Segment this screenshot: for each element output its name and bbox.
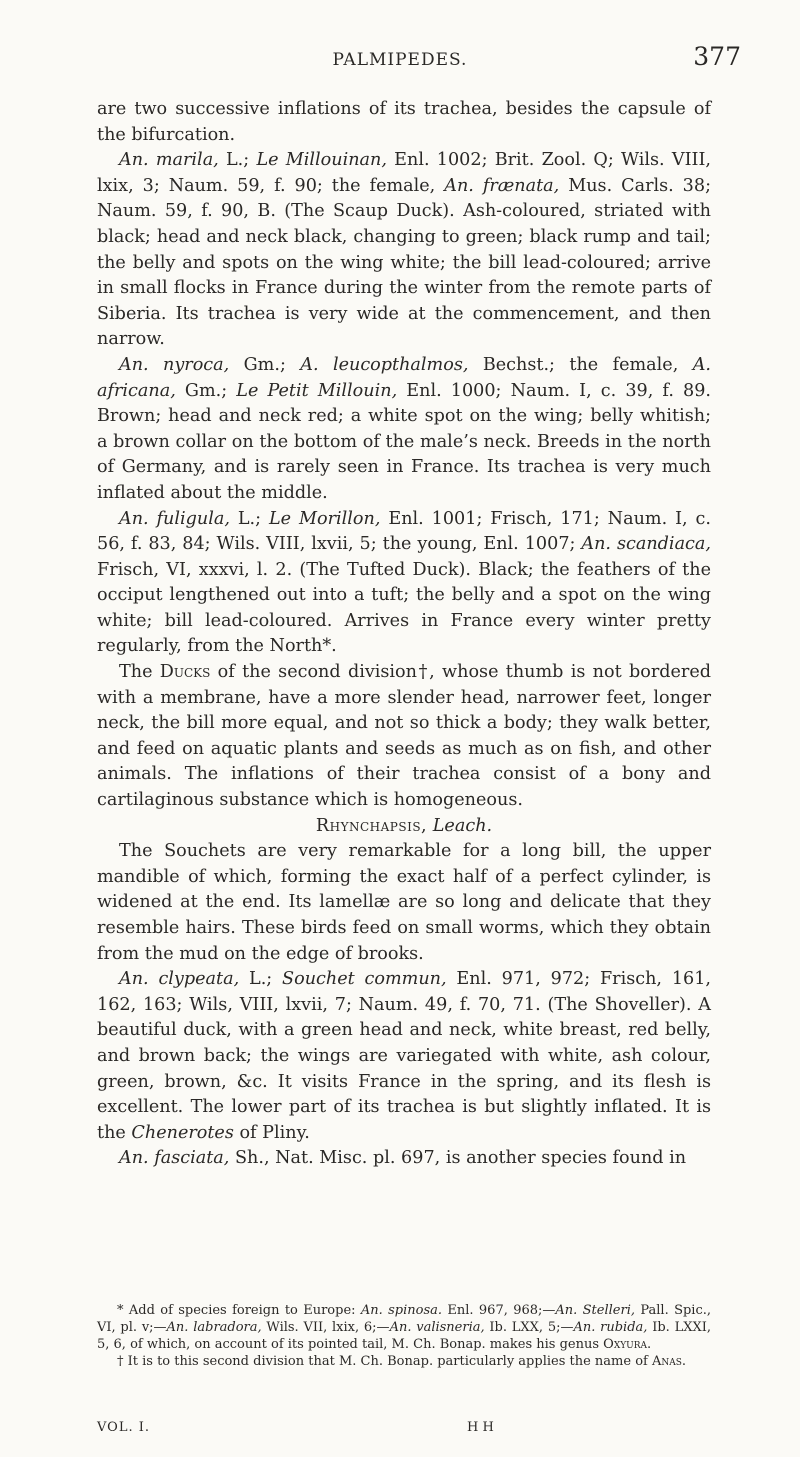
footnotes	[97, 1302, 711, 1370]
signature-mark: H H	[467, 1420, 494, 1435]
entry-an-clypeata: An. clypeata, L.; Souchet commun, Enl. 971, 972; Frisch, 161, 162, 163; Wils, VIII, lxvii, 7; Naum. 49, f. 70, 71. (The Shoveller). A beautiful duck, with a green head and neck, white breast, red belly, and brown back; the wings are variegated with white, ash colour, green, brown, &c. It visits France in the spring, and its flesh is excellent. The lower part of its trachea is but slightly inflated. It is the Chenerotes of Pliny.	[97, 969, 712, 1143]
species-name: An. clypeata,	[119, 969, 240, 990]
chenerotes-term: Chenerotes	[131, 1122, 234, 1143]
french-name: Le Morillon,	[269, 508, 381, 529]
paragraph-souchets: The Souchets are very remarkable for a long bill, the upper mandible of which, forming the exact half of a perfect cylinder, is widened at the end. Its lamellæ are so long and delicate that they resemble hairs. These birds feed on small worms, which they obtain from the mud on the edge of brooks.	[97, 841, 711, 964]
species-name: An. fasciata,	[119, 1148, 230, 1169]
running-title: PALMIPEDES.	[332, 50, 468, 70]
genus-authority: Leach.	[432, 815, 493, 836]
entry-an-nyroca: An. nyroca, Gm.; A. leucopthalmos, Bechst.; the female, A. africana, Gm.; Le Petit Millouin, Enl. 1000; Naum. I, c. 39, f. 89. Brown; head and neck red; a white spot on the wing; belly whitish; a brown collar on the bottom of the male’s neck. Breeds in the north of Germany, and is rarely seen in France. Its trachea is very much inflated about the middle.	[97, 354, 711, 503]
female-synonym: An. frænata,	[444, 175, 560, 196]
species-name: An. nyroca,	[119, 354, 230, 375]
running-head	[0, 38, 800, 78]
footnote-dagger: † It is to this second division that M. Ch. Bonap. particularly applies the name of Anas.	[117, 1354, 687, 1369]
synonym: A. leucopthalmos,	[300, 354, 469, 375]
species-name: An. fuligula,	[119, 508, 230, 529]
ducks-term: Ducks	[159, 662, 211, 683]
entry-an-marila: An. marila, L.; Le Millouinan, Enl. 1002; Brit. Zool. Q; Wils. VIII, lxix, 3; Naum. 59, f. 90; the female, An. frænata, Mus. Carls. 38; Naum. 59, f. 90, B. (The Scaup Duck). Ash-coloured, striated with black; head and neck black, changing to green; black rump and tail; the belly and spots on the wing white; the bill lead-coloured; arrive in small flocks in France during the winter from the remote parts of Siberia. Its trachea is very wide at the commencement, and then narrow.	[97, 150, 712, 350]
section-heading	[97, 814, 711, 840]
volume-label: VOL. I.	[97, 1420, 150, 1435]
genus-name: Rhynchapsis,	[315, 815, 428, 836]
paragraph-second-division: The Ducks of the second division†, whose thumb is not bordered with a membrane, have a more slender head, narrower feet, longer neck, the bill more equal, and not so thick a body; they walk better, and feed on aquatic plants and seeds as much as on fish, and other animals. The inflations of their trachea consist of a bony and cartilaginous substance which is homogeneous.	[97, 662, 711, 811]
french-name: Souchet commun,	[282, 969, 447, 990]
page-footer	[97, 1420, 711, 1440]
footnote-asterisk: * Add of species foreign to Europe: An. spinosa. Enl. 967, 968;—An. Stelleri, Pall. Spic., VI, pl. v;—An. labradora, Wils. VII, lxix, 6;—An. valisneria, Ib. LXX, 5;—An. rubida, Ib. LXXI, 5, 6, of which, on account of its pointed tail, M. Ch. Bonap. makes his genus Oxyura.	[97, 1303, 711, 1352]
french-name: Le Millouinan,	[256, 150, 387, 171]
entry-an-fuligula: An. fuligula, L.; Le Morillon, Enl. 1001; Frisch, 171; Naum. I, c. 56, f. 83, 84; Wils. VIII, lxvii, 5; the young, Enl. 1007; An. scandiaca, Frisch, VI, xxxvi, l. 2. (The Tufted Duck). Black; the feathers of the occiput lengthened out into a tuft; the belly and a spot on the wing white; bill lead-coloured. Arrives in France every winter pretty regularly, from the North*.	[97, 508, 711, 657]
body-text	[97, 97, 711, 1172]
species-name: An. marila,	[119, 150, 219, 171]
entry-an-fasciata: An. fasciata, Sh., Nat. Misc. pl. 697, is another species found in	[119, 1148, 687, 1169]
french-name: Le Petit Millouin,	[236, 380, 398, 401]
young-synonym: An. scandiaca,	[581, 534, 711, 555]
page-number: 377	[693, 42, 741, 71]
female-synonym: A. africana,	[97, 354, 711, 401]
paragraph-continuation: are two successive inflations of its trachea, besides the capsule of the bifurcation.	[97, 99, 711, 145]
